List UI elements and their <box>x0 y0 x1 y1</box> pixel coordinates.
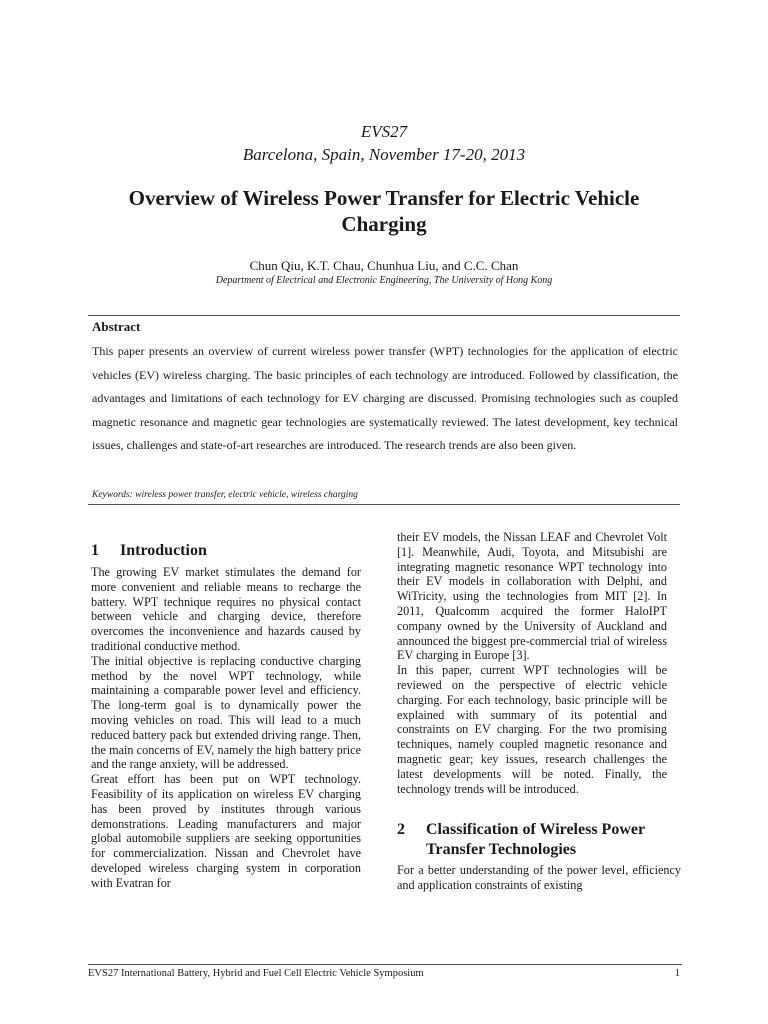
section-2-title: Classification of Wireless Power Transfer Technologies <box>426 821 645 858</box>
affiliation: Department of Electrical and Electronic Engineering, The University of Hong Kong <box>215 275 553 286</box>
intro-paragraph: Great effort has been put on WPT technology. Feasibility of its application on wireless EV charging has been proved by institutes through various demonstrations. Leading manufacturers and major global automobile suppliers are seeking opportunities for commercialization. Nissan and Chevrolet have developed wireless charging system in corporation with Evatran for <box>91 772 361 890</box>
keywords: Keywords: wireless power transfer, electric vehicle, wireless charging <box>92 490 358 500</box>
authors: Chun Qiu, K.T. Chau, Chunhua Liu, and C.C. Chan <box>249 258 519 273</box>
abstract-heading: Abstract <box>92 319 141 334</box>
intro-paragraph: In this paper, current WPT technologies will be reviewed on the perspective of electric vehicle charging. For each technology, basic principle will be explained with summary of its potential and constraints on EV charging. For the two promising techniques, namely coupled magnetic resonance and magnetic gear; key issues, research challenges the latest developments will be noted. Finally, the technology trends will be introduced. <box>397 663 667 796</box>
right-column <box>397 530 667 796</box>
section-1-heading <box>91 541 361 561</box>
intro-paragraph: The initial objective is replacing conductive charging method by the novel WPT technology, while maintaining a comparable power level and efficiency. The long-term goal is to dynamically power the moving vehicles on road. This will lead to a much reduced battery pack but extended driving range. Then, the main concerns of EV, namely the high battery price and the range anxiety, will be addressed. <box>91 653 361 772</box>
paper-title-line-2: Charging <box>341 212 427 236</box>
abstract-top-rule <box>88 315 680 316</box>
footer-rule <box>88 964 682 965</box>
abstract-body: This paper presents an overview of current wireless power transfer (WPT) technologies for the application of electric vehicles (EV) wireless charging. The basic principles of each technology are introduced. Followed by classification, the advantages and limitations of each technology for EV charging are discussed. Promising technologies such as coupled magnetic resonance and magnetic gear technologies are systematically reviewed. The latest development, key technical issues, challenges and state-of-art researches are introduced. The research trends are also been given. <box>92 344 678 453</box>
abstract-bottom-rule <box>88 504 680 505</box>
left-column <box>91 565 361 891</box>
section-2-body: For a better understanding of the power level, efficiency and application constraints of existing <box>397 863 681 892</box>
intro-paragraph: their EV models, the Nissan LEAF and Chevrolet Volt [1]. Meanwhile, Audi, Toyota, and Mitsubishi are integrating magnetic resonance WPT technology into their EV models in collaboration with Delphi, and WiTricity, using the technologies from MIT [2]. In 2011, Qualcomm acquired the former HaloIPT company owned by the University of Auckland and announced the biggest pre-commercial trial of wireless EV charging in Europe [3]. <box>397 530 667 663</box>
footer-text: EVS27 International Battery, Hybrid and Fuel Cell Electric Vehicle Symposium <box>88 968 424 979</box>
section-1-title: Introduction <box>120 542 207 559</box>
section-2-number: 2 <box>397 821 405 838</box>
intro-paragraph: The growing EV market stimulates the demand for more convenient and reliable means to recharge the battery. WPT technique requires no physical contact between vehicle and charging device, therefore overcomes the inconvenience and hazards caused by traditional conductive method. <box>91 565 361 653</box>
page-number: 1 <box>674 968 680 979</box>
section-2-heading <box>397 820 681 860</box>
paper-title-line-1: Overview of Wireless Power Transfer for Electric Vehicle <box>128 186 640 210</box>
section-1-number: 1 <box>91 542 99 559</box>
conference-location-date: Barcelona, Spain, November 17-20, 2013 <box>242 145 526 164</box>
conference-name: EVS27 <box>360 122 408 141</box>
